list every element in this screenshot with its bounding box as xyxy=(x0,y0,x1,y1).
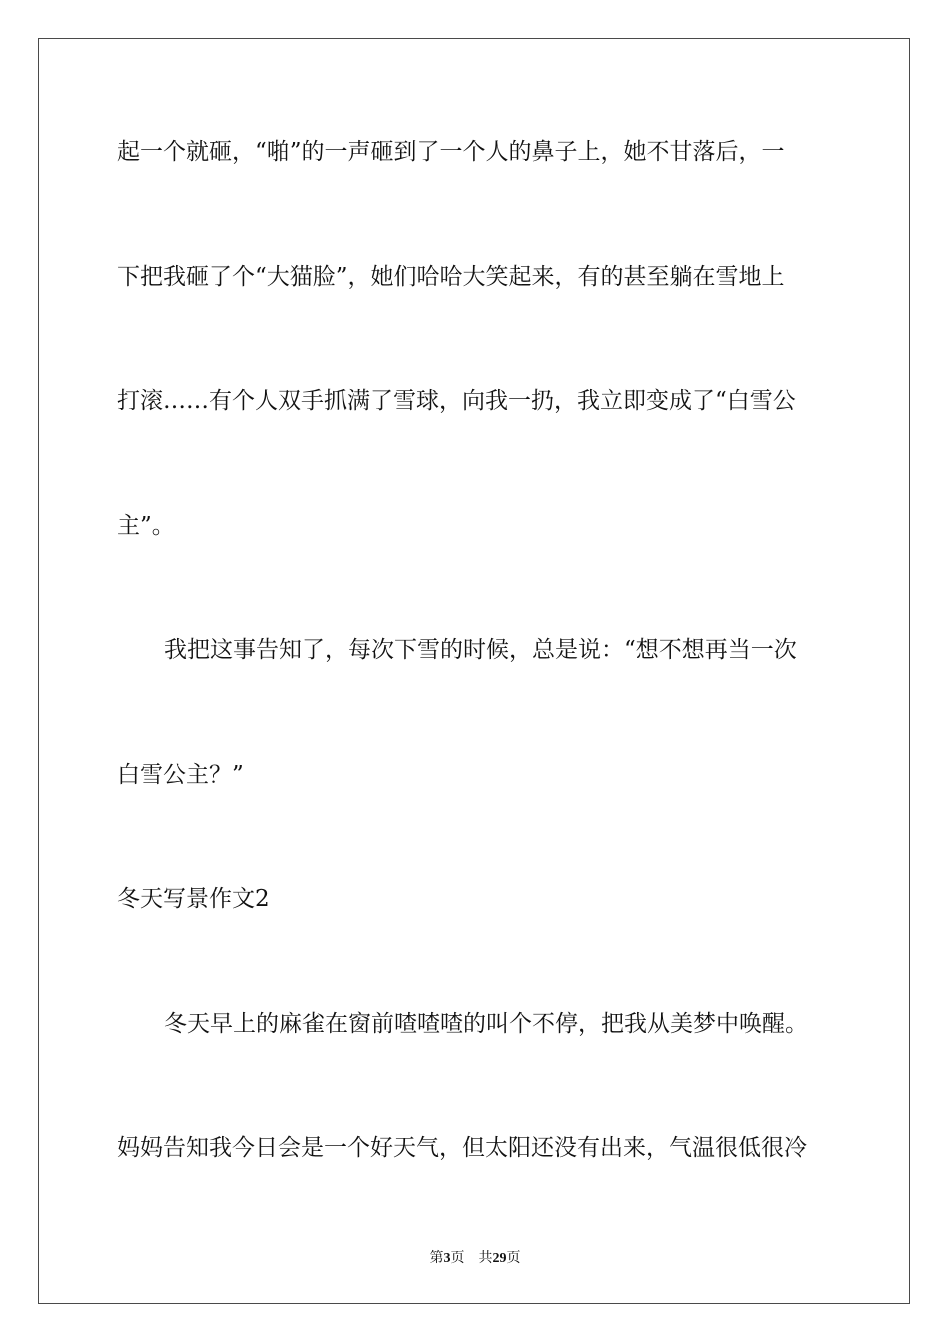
paragraph-line-5: 我把这事告知了，每次下雪的时候，总是说：“想不想再当一次 xyxy=(164,637,797,663)
paragraph-line-8: 妈妈告知我今日会是一个好天气，但太阳还没有出来，气温很低很冷 xyxy=(117,1135,807,1161)
paragraph-line-4: 主”。 xyxy=(117,513,175,539)
page-prefix: 第 xyxy=(429,1250,444,1266)
total-prefix: 共 xyxy=(478,1250,493,1266)
page-border xyxy=(38,38,910,1304)
paragraph-line-7: 冬天早上的麻雀在窗前喳喳喳的叫个不停，把我从美梦中唤醒。 xyxy=(164,1011,808,1037)
paragraph-line-3: 打滚……有个人双手抓满了雪球，向我一扔，我立即变成了“白雪公 xyxy=(117,388,796,414)
total-suffix: 页 xyxy=(506,1250,521,1266)
section-heading: 冬天写景作文2 xyxy=(117,886,270,912)
page-current: 3 xyxy=(443,1251,451,1266)
page-total: 29 xyxy=(492,1251,507,1266)
page-footer xyxy=(0,1247,950,1267)
page-suffix: 页 xyxy=(450,1250,465,1266)
paragraph-line-2: 下把我砸了个“大猫脸”，她们哈哈大笑起来，有的甚至躺在雪地上 xyxy=(117,264,785,290)
paragraph-line-6: 白雪公主？” xyxy=(117,762,244,788)
paragraph-line-1: 起一个就砸，“啪”的一声砸到了一个人的鼻子上，她不甘落后，一 xyxy=(117,139,785,165)
